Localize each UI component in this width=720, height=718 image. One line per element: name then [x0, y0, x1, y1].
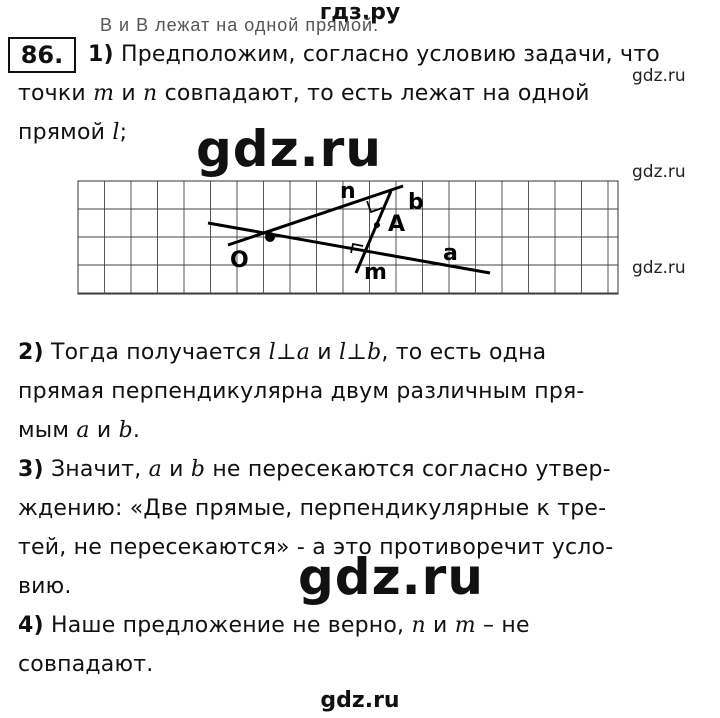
part3-line4: вию. — [18, 574, 72, 599]
point-A — [374, 222, 380, 228]
watermark-big-2: gdz.ru — [298, 548, 484, 606]
label-A: A — [388, 212, 406, 237]
part3-line1-a: Значит, — [50, 457, 149, 482]
cut-off-previous-line: В и В лежат на одной прямой. — [100, 15, 380, 35]
watermark-small-1: gdz.ru — [632, 66, 686, 86]
part2-num: 2) — [18, 340, 44, 365]
part2-line1-c: , то есть одна — [381, 340, 547, 365]
part3-line1 — [18, 450, 708, 489]
part2-line3-a: мым — [18, 418, 77, 443]
part3-num: 3) — [18, 457, 44, 482]
watermark-small-2: gdz.ru — [632, 162, 686, 182]
part4-line2: совпадают. — [18, 652, 154, 677]
part1-line2-c: совпадают, то есть лежат на одной — [157, 81, 590, 106]
part2-line3-c: . — [132, 418, 141, 443]
part1-num: 1) — [88, 42, 114, 67]
point-O — [265, 232, 275, 242]
part4-num: 4) — [18, 613, 44, 638]
part1-line2-b: и — [114, 81, 144, 106]
perp-l-b: l⊥b — [338, 340, 382, 365]
label-a: a — [443, 241, 458, 266]
var-b: b — [190, 457, 206, 482]
part1-line2 — [18, 74, 708, 113]
part2-line2: прямая перпендикулярна двум различным пря- — [18, 379, 585, 404]
watermark-big-1: gdz.ru — [196, 120, 382, 178]
label-b: b — [408, 190, 424, 215]
var-m: m — [93, 81, 115, 106]
part1-paragraph — [88, 35, 708, 74]
part4-line1-b: и — [425, 613, 455, 638]
label-O: O — [230, 248, 249, 273]
part3-line1-b: и — [161, 457, 191, 482]
var-a: a — [76, 418, 90, 443]
label-m: m — [364, 260, 387, 285]
watermark-bottom: gdz.ru — [320, 688, 400, 713]
perp-l-a: l⊥a — [268, 340, 311, 365]
var-b: b — [118, 418, 133, 443]
var-n: n — [143, 81, 158, 106]
part2-line1-a: Тогда получается — [50, 340, 269, 365]
part4-line1 — [18, 606, 708, 645]
part1-line3-b: ; — [119, 120, 128, 145]
var-m: m — [454, 613, 476, 638]
part3-line1-c: не пересекаются согласно утвер- — [205, 457, 611, 482]
var-l: l — [112, 120, 120, 145]
part2-line1-b: и — [310, 340, 339, 365]
part1-line1-text: Предположим, согласно условию задачи, что — [120, 42, 660, 67]
var-a: a — [148, 457, 162, 482]
part4-line1-c: – не — [475, 613, 530, 638]
part4-paragraph — [18, 606, 708, 684]
part3-line3: тей, не пересекаются» - а это противоречит усло- — [18, 535, 614, 560]
problem-number: 86. — [8, 37, 76, 73]
label-n: n — [340, 179, 356, 204]
part2-line3-b: и — [89, 418, 119, 443]
line-b — [228, 186, 406, 245]
part1-line3-a: прямой — [18, 120, 113, 145]
part2-paragraph — [18, 333, 708, 450]
part4-line1-a: Наше предложение не верно, — [50, 613, 412, 638]
watermark-small-3: gdz.ru — [632, 258, 686, 278]
watermark-top: гдз.ру — [319, 0, 401, 25]
part2-line3 — [18, 411, 708, 450]
part1-line2-a: точки — [18, 81, 94, 106]
part1-line1 — [88, 35, 708, 74]
geometry-figure — [78, 181, 618, 296]
var-n: n — [411, 613, 426, 638]
part2-line1 — [18, 333, 708, 372]
part3-line2: ждению: «Две прямые, перпендикулярные к тре- — [18, 496, 607, 521]
